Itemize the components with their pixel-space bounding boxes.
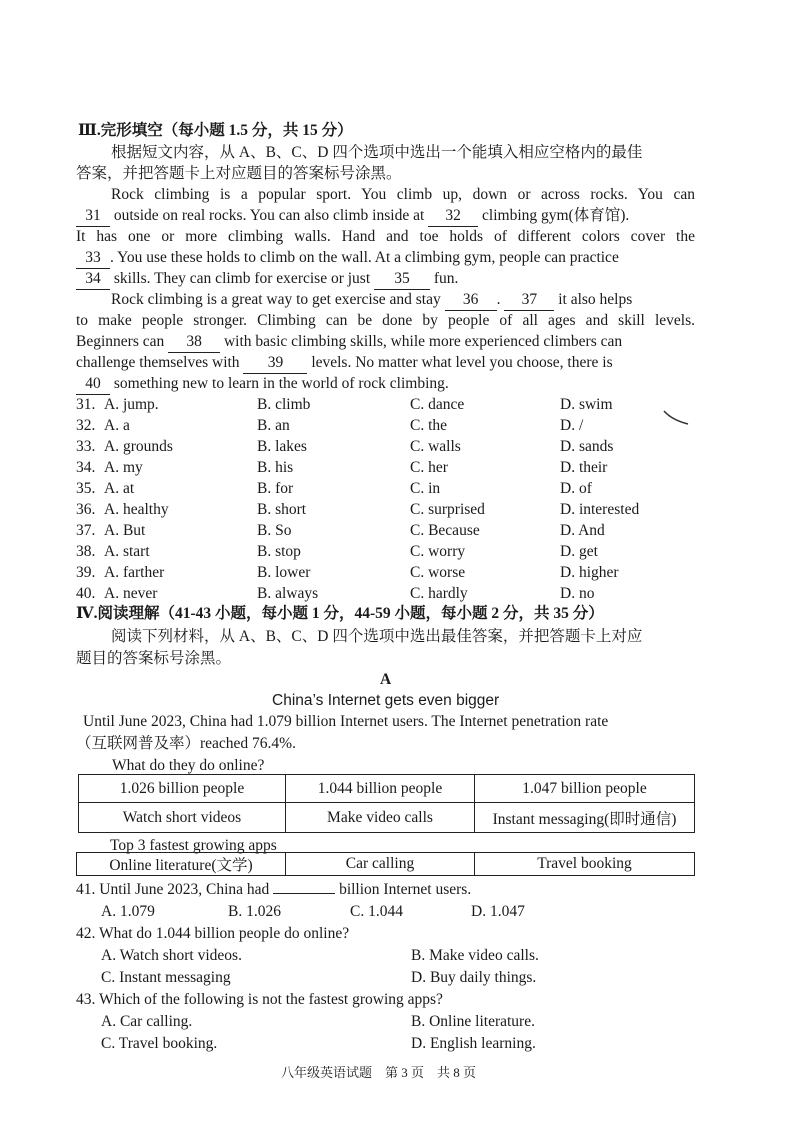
option-b: B. short	[257, 501, 307, 518]
top3-label: Top 3 fastest growing apps	[110, 837, 277, 854]
table-cell: Online literature(文学)	[77, 853, 286, 876]
option-c: C. dance	[410, 396, 465, 413]
option-d: D. /	[560, 417, 584, 434]
part-a-label: A	[380, 671, 392, 688]
option-d: D. interested	[560, 501, 640, 518]
option-b: B. for	[257, 480, 294, 497]
table-cell: 1.044 billion people	[286, 775, 475, 803]
blank-40: 40	[76, 374, 110, 395]
passage-line: to make people stronger. Climbing can be done by people of all ages and skill levels.	[76, 312, 695, 329]
section3-instruction: 根据短文内容，从 A、B、C、D 四个选项中选出一个能填入相应空格内的最佳	[111, 144, 643, 161]
option-b: B. lower	[257, 564, 311, 581]
option-b: B. lakes	[257, 438, 307, 455]
online-question: What do they do online?	[112, 757, 265, 774]
q43-option-c: C. Travel booking.	[101, 1035, 218, 1052]
option-a: A. farther	[104, 564, 165, 581]
question-number: 31.	[76, 396, 96, 413]
table-cell: Make video calls	[286, 803, 475, 833]
blank-39: 39	[243, 353, 307, 374]
question-43: 43. Which of the following is not the fastest growing apps?	[76, 991, 443, 1008]
article-title: China’s Internet gets even bigger	[272, 692, 500, 709]
question-number: 35.	[76, 480, 96, 497]
article-paragraph-cont: （互联网普及率）reached 76.4%.	[76, 735, 296, 752]
q43-option-d: D. English learning.	[411, 1035, 536, 1052]
page-footer: 八年级英语试题 第 3 页 共 8 页	[281, 1065, 477, 1080]
option-a: A. healthy	[104, 501, 169, 518]
blank-32: 32	[428, 206, 478, 227]
article-paragraph: Until June 2023, China had 1.079 billion Internet users. The Internet penetration rate	[83, 713, 609, 730]
q41-option-b: B. 1.026	[228, 903, 281, 920]
option-c: C. worse	[410, 564, 466, 581]
table-cell: Travel booking	[475, 853, 695, 876]
option-d: D. sands	[560, 438, 614, 455]
passage-line: Beginners can 38 with basic climbing skills, while more experienced climbers can	[76, 332, 622, 353]
section4-heading: Ⅳ.阅读理解（41-43 小题，每小题 1 分，44-59 小题，每小题 2 分，共 35 分）	[76, 605, 604, 622]
passage-line: 31 outside on real rocks. You can also climb inside at 32 climbing gym(体育馆).	[76, 206, 629, 227]
option-c: C. Because	[410, 522, 480, 539]
option-a: A. But	[104, 522, 146, 539]
passage-line: It has one or more climbing walls. Hand and toe holds of different colors cover the	[76, 228, 695, 245]
option-a: A. a	[104, 417, 130, 434]
table-cell: 1.026 billion people	[79, 775, 286, 803]
option-a: A. start	[104, 543, 150, 560]
section3-instruction-cont: 答案，并把答题卡上对应题目的答案标号涂黑。	[76, 165, 402, 182]
question-number: 36.	[76, 501, 96, 518]
table-cell: 1.047 billion people	[475, 775, 695, 803]
option-b: B. climb	[257, 396, 311, 413]
option-c: C. her	[410, 459, 448, 476]
passage-line: Rock climbing is a popular sport. You climb up, down or across rocks. You can	[111, 186, 695, 203]
table-cell: Watch short videos	[79, 803, 286, 833]
option-d: D. higher	[560, 564, 619, 581]
q42-option-d: D. Buy daily things.	[411, 969, 537, 986]
option-b: B. always	[257, 585, 319, 602]
question-number: 32.	[76, 417, 96, 434]
passage-line: Rock climbing is a great way to get exercise and stay 36 . 37 it also helps	[111, 290, 632, 311]
passage-line: 33 . You use these holds to climb on the wall. At a climbing gym, people can practice	[76, 248, 619, 269]
question-number: 40.	[76, 585, 96, 602]
blank-33: 33	[76, 248, 110, 269]
option-c: C. hardly	[410, 585, 468, 602]
option-c: C. worry	[410, 543, 466, 560]
passage-line: 40 something new to learn in the world of rock climbing.	[76, 374, 449, 395]
option-a: A. jump.	[104, 396, 159, 413]
option-b: B. an	[257, 417, 290, 434]
option-a: A. at	[104, 480, 135, 497]
option-d: D. And	[560, 522, 605, 539]
option-a: A. never	[104, 585, 158, 602]
question-number: 33.	[76, 438, 96, 455]
question-42: 42. What do 1.044 billion people do online?	[76, 925, 350, 942]
blank-31: 31	[76, 206, 110, 227]
option-c: C. walls	[410, 438, 461, 455]
table-cell: Instant messaging(即时通信)	[475, 803, 695, 833]
option-d: D. their	[560, 459, 608, 476]
blank-36: 36	[445, 290, 497, 311]
online-activity-table	[78, 774, 695, 833]
q41-option-d: D. 1.047	[471, 903, 525, 920]
option-d: D. swim	[560, 396, 613, 413]
passage-line: challenge themselves with 39 levels. No matter what level you choose, there is	[76, 353, 613, 374]
section4-instruction: 阅读下列材料，从 A、B、C、D 四个选项中选出最佳答案，并把答题卡上对应	[111, 628, 643, 645]
q42-option-c: C. Instant messaging	[101, 969, 231, 986]
option-b: B. stop	[257, 543, 301, 560]
question-number: 38.	[76, 543, 96, 560]
option-c: C. surprised	[410, 501, 485, 518]
question-number: 34.	[76, 459, 96, 476]
table-cell: Car calling	[286, 853, 475, 876]
blank-38: 38	[168, 332, 220, 353]
option-d: D. no	[560, 585, 595, 602]
q41-option-c: C. 1.044	[350, 903, 403, 920]
blank-34: 34	[76, 269, 110, 290]
pen-mark-icon	[662, 408, 692, 428]
option-c: C. the	[410, 417, 448, 434]
q43-option-b: B. Online literature.	[411, 1013, 535, 1030]
option-b: B. So	[257, 522, 292, 539]
section3-heading: Ⅲ.完形填空（每小题 1.5 分，共 15 分）	[78, 122, 353, 139]
answer-blank	[273, 893, 335, 894]
q42-option-b: B. Make video calls.	[411, 947, 539, 964]
question-41: 41. Until June 2023, China had billion Internet users.	[76, 881, 472, 898]
option-d: D. of	[560, 480, 592, 497]
passage-line: 34 skills. They can climb for exercise or just 35 fun.	[76, 269, 458, 290]
option-a: A. grounds	[104, 438, 173, 455]
question-number: 37.	[76, 522, 96, 539]
option-d: D. get	[560, 543, 598, 560]
q41-option-a: A. 1.079	[101, 903, 155, 920]
blank-35: 35	[374, 269, 430, 290]
option-a: A. my	[104, 459, 143, 476]
option-c: C. in	[410, 480, 441, 497]
top3-apps-table	[76, 852, 695, 876]
question-number: 39.	[76, 564, 96, 581]
blank-37: 37	[504, 290, 554, 311]
q42-option-a: A. Watch short videos.	[101, 947, 242, 964]
option-b: B. his	[257, 459, 294, 476]
section4-instruction-cont: 题目的答案标号涂黑。	[76, 650, 232, 667]
q43-option-a: A. Car calling.	[101, 1013, 193, 1030]
